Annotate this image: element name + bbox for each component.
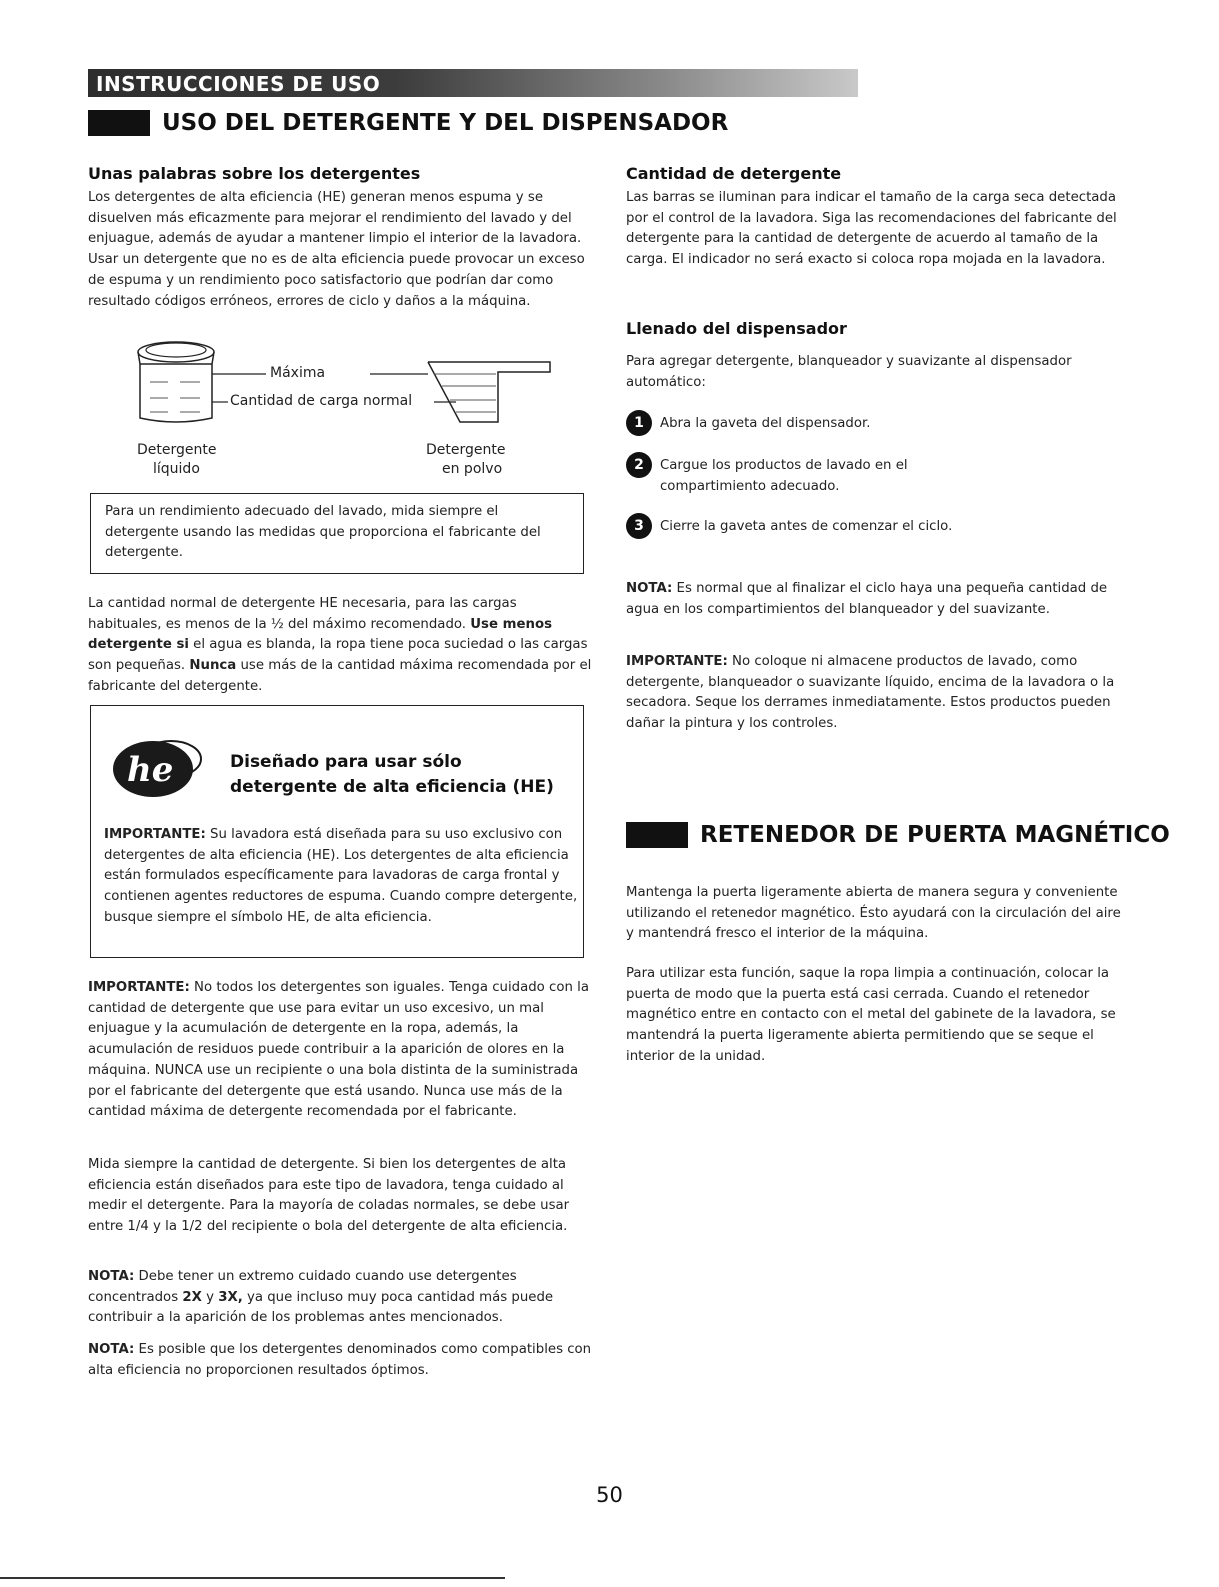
liquid-label-1: Detergente (137, 442, 217, 458)
step-number-icon: 1 (626, 410, 652, 436)
storage-warning: IMPORTANTE: No coloque ni almacene productos de lavado, como detergente, blanqueador o suavizante líquido, encima de la lavadora o la secadora. Seque los derrames inmediatamente. Estos productos pueden dañar la pintura y los controles. (626, 654, 1115, 732)
measure-paragraph: Mida siempre la cantidad de detergente. Si bien los detergentes de alta eficiencia están diseñados para este tipo de lavadora, tenga cuidado al medir el detergente. Para la mayoría de coladas normales, se debe usar entre 1/4 y la 1/2 del recipiente o bola del detergente de alta eficiencia. (88, 1157, 570, 1235)
normal-load-label: Cantidad de carga normal (230, 393, 413, 409)
important-paragraph: IMPORTANTE: No todos los detergentes son iguales. Tenga cuidado con la cantidad de detergente que use para evitar un uso excesivo, un mal enjuague y la acumulación de detergente en la ropa, además, la acumulación de residuos puede contribuir a la aparición de olores en la máquina. NUNCA use un recipiente o una bola distinta de la suministrada por el fabricante del detergente que está usando. Nunca use más de la cantidad máxima de detergente recomendada por el fabricante. (88, 980, 589, 1120)
subheading-dispenser: Llenado del dispensador (626, 319, 847, 338)
subheading-amount: Cantidad de detergente (626, 164, 842, 183)
measure-note-text: Para un rendimiento adecuado del lavado, mida siempre el detergente usando las medidas que proporciona el fabricante del detergente. (105, 504, 541, 561)
step-text: Abra la gaveta del dispensador. (660, 416, 871, 431)
detergents-paragraph: Los detergentes de alta eficiencia (HE) generan menos espuma y se disuelven más eficazmente para mejorar el rendimiento del lavado y del enjuague, además de ayudar a mantener limpio el interior de la lavadora. Usar un detergente que no es de alta eficiencia puede provocar un exceso de espuma y un rendimiento poco satisfactorio que podrían dar como resultado códigos erróneos, errores de ciclo y daños a la máquina. (88, 190, 585, 309)
step-text: Cargue los productos de lavado en el compartimiento adecuado. (660, 458, 908, 494)
magnetic-paragraph-1: Mantenga la puerta ligeramente abierta de manera segura y conveniente utilizando el retenedor magnético. Ésto ayudará con la circulación del aire y mantendrá fresco el interior de la máquina. (626, 885, 1121, 942)
he-title-line-1: Diseñado para usar sólo (230, 752, 462, 772)
powder-label-2: en polvo (442, 461, 503, 477)
header-banner (88, 69, 858, 97)
he-box-text: IMPORTANTE: Su lavadora está diseñada para su uso exclusivo con detergentes de alta eficiencia (HE). Los detergentes de alta eficiencia están formulados específicamente para lavadoras de carga frontal y contienen agentes reductores de espuma. Cuando compre detergente, busque siempre el símbolo HE, de alta eficiencia. (104, 827, 578, 925)
section-heading-magnetic (626, 822, 1170, 848)
measure-note-box (90, 493, 584, 574)
amount-paragraph: Las barras se iluminan para indicar el tamaño de la carga seca detectada por el control de la lavadora. Siga las recomendaciones del fabricante del detergente para la cantidad de detergente de acuerdo al tamaño de la carga. El indicador no será exacto si coloca ropa mojada en la lavadora. (626, 190, 1117, 268)
max-label: Máxima (270, 365, 326, 381)
step-3 (626, 513, 952, 539)
section-bar-icon (88, 110, 150, 136)
liquid-label-2: líquido (153, 461, 200, 477)
page-number: 50 (596, 1483, 623, 1507)
compatible-note: NOTA: Es posible que los detergentes denominados como compatibles con alta eficiencia no proporcionen resultados óptimos. (88, 1342, 592, 1378)
section-title: USO DEL DETERGENTE Y DEL DISPENSADOR (162, 110, 729, 136)
section-title: RETENEDOR DE PUERTA MAGNÉTICO (700, 822, 1170, 848)
step-number-icon: 3 (626, 513, 652, 539)
detergent-measure-diagram (120, 330, 560, 480)
section-heading-detergent (88, 110, 728, 136)
step-2 (626, 452, 960, 497)
section-bar-icon (626, 822, 688, 848)
dispenser-note: NOTA: Es normal que al finalizar el ciclo haya una pequeña cantidad de agua en los compartimientos del blanqueador y del suavizante. (626, 581, 1108, 617)
step-1 (626, 410, 870, 436)
he-box-title (230, 750, 554, 800)
subheading-detergents: Unas palabras sobre los detergentes (88, 164, 421, 183)
bottom-rule (0, 1577, 505, 1579)
he-logo-icon (109, 735, 205, 799)
magnetic-paragraph-2: Para utilizar esta función, saque la ropa limpia a continuación, colocar la puerta de modo que la puerta está casi cerrada. Cuando el retenedor magnético entre en contacto con el metal del gabinete de la lavadora, se mantendrá la puerta ligeramente abierta permitiendo que se seque el interior de la unidad. (626, 966, 1116, 1064)
he-title-line-2: detergente de alta eficiencia (HE) (230, 777, 554, 797)
step-text: Cierre la gaveta antes de comenzar el ciclo. (660, 519, 953, 534)
normal-amount-paragraph: La cantidad normal de detergente HE necesaria, para las cargas habituales, es menos de la ½ del máximo recomendado. Use menos detergente si el agua es blanda, la ropa tiene poca suciedad o las cargas son pequeñas. Nunca use más de la cantidad máxima recomendada por el fabricante del detergente. (88, 596, 592, 694)
dispenser-intro: Para agregar detergente, blanqueador y suavizante al dispensador automático: (626, 354, 1072, 390)
svg-text:he: he (127, 750, 174, 790)
powder-label-1: Detergente (426, 442, 506, 458)
concentrated-note: NOTA: Debe tener un extremo cuidado cuando use detergentes concentrados 2X y 3X, ya que incluso muy poca cantidad más puede contribuir a la aparición de los problemas antes mencionados. (88, 1269, 554, 1326)
banner-title: INSTRUCCIONES DE USO (96, 72, 381, 96)
step-number-icon: 2 (626, 452, 652, 478)
